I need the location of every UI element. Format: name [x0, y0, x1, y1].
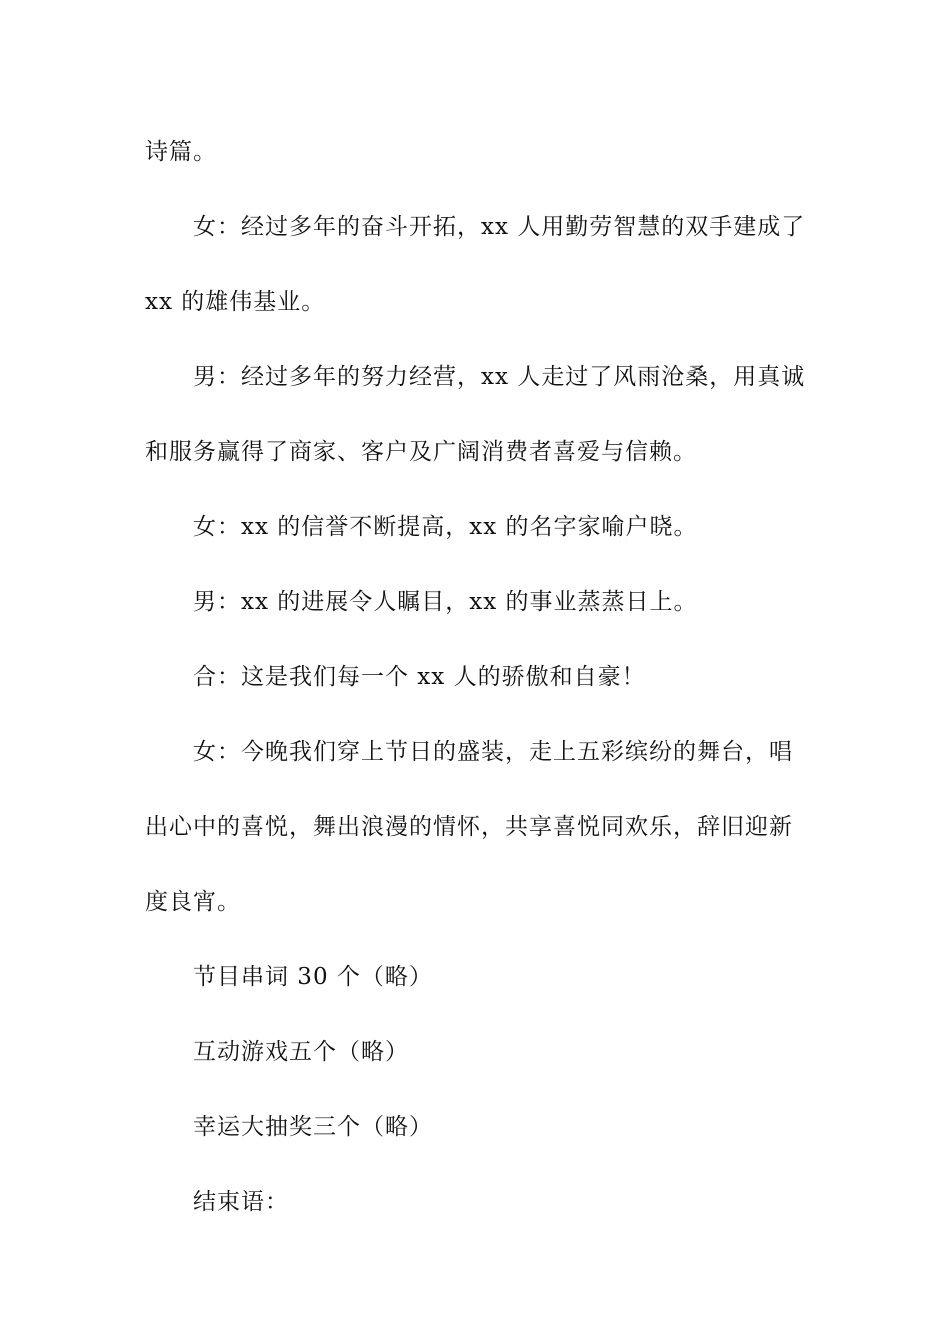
text-line-closing-remarks: 结束语： — [193, 1189, 289, 1215]
text-line-male-1b: 和服务赢得了商家、客户及广阔消费者喜爱与信赖。 — [145, 439, 697, 465]
text-line-female-2: 女：xx 的信誉不断提高，xx 的名字家喻户晓。 — [193, 514, 698, 540]
text-line-lucky-draw: 幸运大抽奖三个（略） — [193, 1114, 433, 1140]
text-line-female-3a: 女：今晚我们穿上节日的盛装，走上五彩缤纷的舞台，唱 — [193, 739, 793, 765]
text-line-female-1a: 女：经过多年的奋斗开拓，xx 人用勤劳智慧的双手建成了 — [193, 214, 806, 240]
text-line-female-3b: 出心中的喜悦，舞出浪漫的情怀，共享喜悦同欢乐，辞旧迎新 — [145, 814, 793, 840]
text-line-poem-end: 诗篇。 — [145, 139, 217, 165]
text-line-male-1a: 男：经过多年的努力经营，xx 人走过了风雨沧桑，用真诚 — [193, 364, 806, 390]
text-line-interactive-games: 互动游戏五个（略） — [193, 1039, 409, 1065]
text-line-program-links: 节目串词 30 个（略） — [193, 964, 433, 990]
text-line-female-1b: xx 的雄伟基业。 — [145, 289, 326, 315]
text-line-together: 合：这是我们每一个 xx 人的骄傲和自豪！ — [193, 664, 646, 690]
text-line-male-2: 男：xx 的进展令人瞩目，xx 的事业蒸蒸日上。 — [193, 589, 698, 615]
text-line-female-3c: 度良宵。 — [145, 889, 241, 915]
